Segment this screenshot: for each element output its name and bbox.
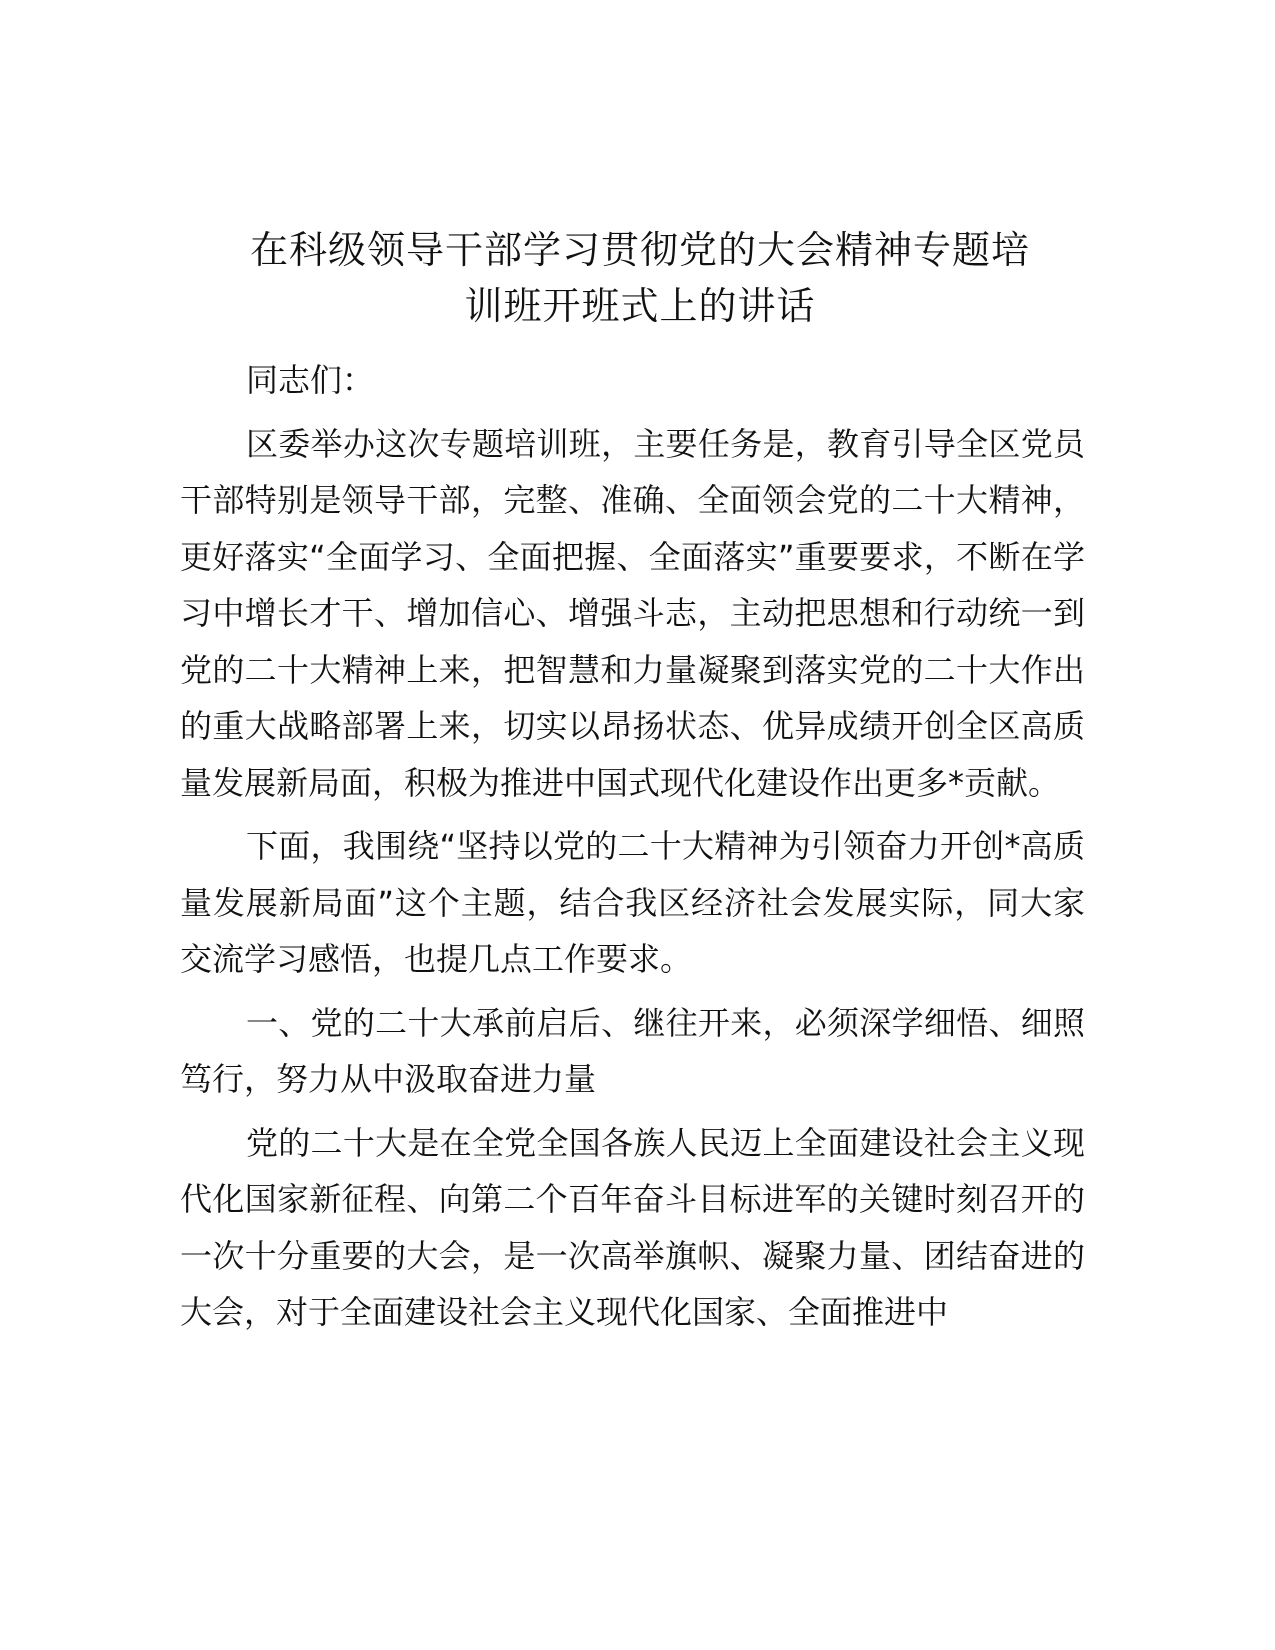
salutation: 同志们： [246,361,375,399]
paragraph-topic: 下面，我围绕“坚持以党的二十大精神为引领奋力开创*高质量发展新局面”这个主题，结合我区经济社会发展实际，同大家交流学习感悟，也提几点工作要求。 [180,827,1085,978]
paragraph-purpose: 区委举办这次专题培训班，主要任务是，教育引导全区党员干部特别是领导干部，完整、准确、全面领会党的二十大精神，更好落实“全面学习、全面把握、全面落实”重要要求，不断在学习中增长才干、增加信心、增强斗志，主动把思想和行动统一到党的二十大精神上来，把智慧和力量凝聚到落实党的二十大作出的重大战略部署上来，切实以昂扬状态、优异成绩开创全区高质量发展新局面，积极为推进中国式现代化建设作出更多*贡献。 [180,424,1085,802]
document-title [180,222,1100,334]
section-heading-1: 一、党的二十大承前启后、继往开来，必须深学细悟、细照笃行，努力从中汲取奋进力量 [180,1003,1085,1098]
title-line-1: 在科级领导干部学习贯彻党的大会精神专题培 [249,228,1030,272]
paragraph-congress: 党的二十大是在全党全国各族人民迈上全面建设社会主义现代化国家新征程、向第二个百年奋斗目标进军的关键时刻召开的一次十分重要的大会，是一次高举旗帜、凝聚力量、团结奋进的大会，对于全面建设社会主义现代化国家、全面推进中 [180,1123,1085,1331]
document-body [180,352,1085,1348]
title-line-2: 训班开班式上的讲话 [464,284,816,328]
